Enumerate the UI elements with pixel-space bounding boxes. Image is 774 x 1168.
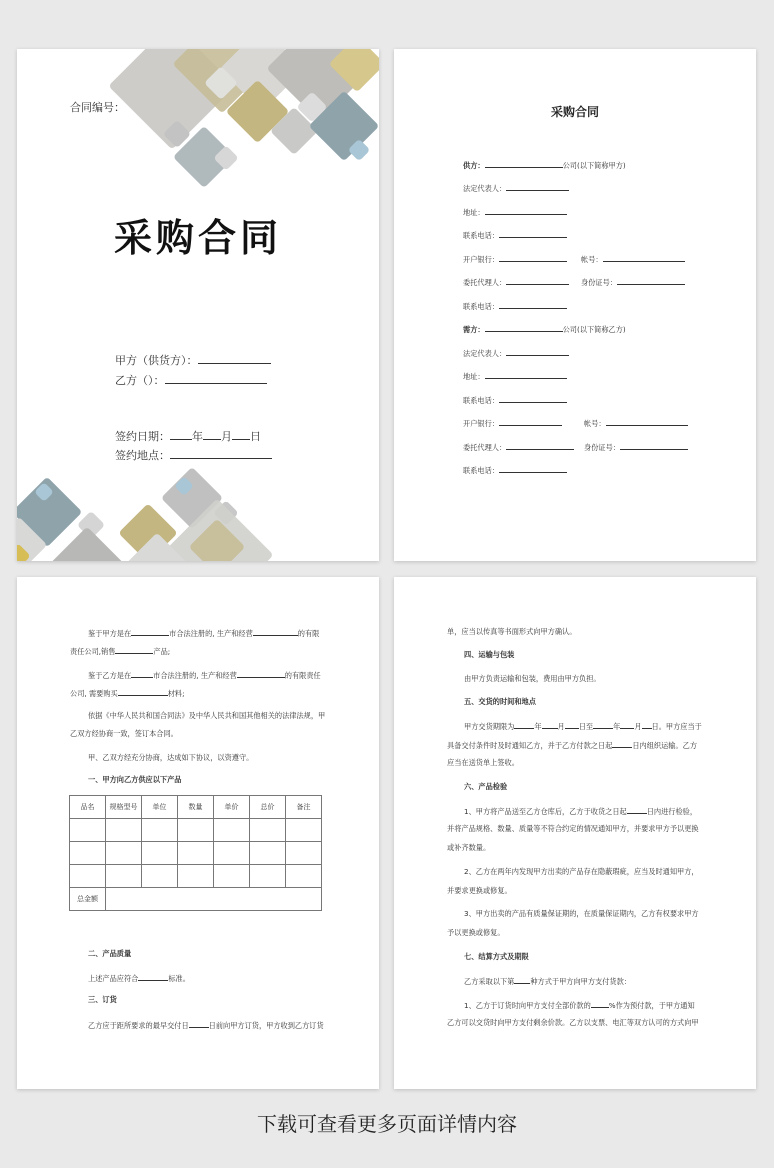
buyer-legal-rep-field[interactable] [506,347,569,356]
section-7-line-2: 1、乙方于订货时向甲方支付全部价款的 %作为预付款，于甲方通知 [464,1001,695,1010]
supplier-legal-rep-row [463,182,569,194]
supplier-legal-rep-field[interactable] [506,182,569,191]
supplier-agent-label: 委托代理人： [463,278,507,287]
supplier-bank-field[interactable] [499,253,567,262]
buyer-phone-label: 联系电话： [463,396,499,405]
cover-title: 采购合同 [114,215,283,260]
section-2-text: 上述产品应符合 标准。 [88,974,190,983]
buyer-bank-row [463,417,562,429]
supplier-bank-row [463,253,567,265]
section-7-heading: 七、结算方式及期限 [464,952,529,961]
recital-1-line-1: 鉴于甲方是在 市合法注册的, 生产和经营 的有限 [88,629,320,638]
agreement-line: 甲、乙双方经充分协商，达成如下协议，以资遵守。 [88,753,254,762]
table-header-row [70,796,322,819]
sign-place-field[interactable] [170,450,272,459]
party-a-label: 甲方（供货方）： [115,354,198,367]
supplier-account-label: 帐号： [581,255,603,264]
sign-place-row [115,447,272,463]
order-confirm-line: 单，应当以传真等书面形式向甲方确认。 [447,627,577,636]
section-6-item-3-line-1: 3、甲方出卖的产品有质量保证期的，在质量保证期内，乙方有权要求甲方 [464,909,699,918]
section-4-heading: 四、运输与包装 [464,650,515,659]
table-header-cell: 规格型号 [106,796,142,819]
party-a-field[interactable] [198,355,271,364]
recital-1-line-2: 责任公司,销售 产品; [70,647,171,656]
supplier-id-label: 身份证号： [581,278,617,287]
buyer-account-field[interactable] [606,417,688,426]
section-4-text: 由甲方负责运输和包装，费用由甲方负担。 [464,674,601,683]
table-header-cell: 单位 [142,796,178,819]
section-7-line-1: 乙方采取以下第 种方式于甲方向甲方支付货款： [464,977,631,986]
parties-page [394,49,756,561]
buyer-address-field[interactable] [485,370,567,379]
buyer-id-label: 身份证号： [584,443,620,452]
section-3-heading: 三、订货 [88,995,117,1004]
supplier-address-label: 地址： [463,208,485,217]
section-7-line-3: 乙方可以交货时向甲方支付剩余价款。乙方以支票、电汇等双方认可的方式向甲 [447,1018,699,1027]
party-b-field[interactable] [165,375,267,384]
supplier-phone-row [463,229,567,241]
buyer-agent-label: 委托代理人： [463,443,507,452]
section-3-text: 乙方应于距所要求的最早交付日 日前向甲方订货，甲方收到乙方订货 [88,1021,324,1030]
section-5-line-2: 具备交付条件时及时通知乙方，并于乙方付款之日起 日内组织运输。乙方 [447,741,698,750]
year-label: 年 [192,430,203,443]
supplier-agent-field[interactable] [506,276,569,285]
buyer-label: 需方： [463,325,485,334]
month-label: 月 [221,430,232,443]
supplier-suffix: 公司(以下简称甲方) [562,161,626,170]
terms-page-2 [394,577,756,1089]
buyer-phone-row [463,394,567,406]
terms-page-1 [17,577,379,1089]
section-5-line-3: 应当在送货单上签收。 [447,758,519,767]
section-1-heading: 一、甲方向乙方供应以下产品 [88,775,182,784]
party-a-row [115,352,271,368]
supplier-agent-phone-field[interactable] [499,300,567,309]
month-field[interactable] [203,431,221,440]
section-6-item-3-line-2: 予以更换或修复。 [447,928,505,937]
supplier-agent-phone-label: 联系电话： [463,302,499,311]
year-field[interactable] [170,431,192,440]
supplier-bank-label: 开户银行： [463,255,499,264]
section-5-line-1: 甲方交货期限为 年 月 日至 年 月 日。甲方应当于 [464,722,702,731]
table-total-row [70,888,322,911]
buyer-bank-label: 开户银行： [463,419,499,428]
supplier-row [463,159,626,171]
table-header-cell: 单价 [214,796,250,819]
table-row [70,842,322,865]
party-b-label: 乙方（）： [115,374,165,387]
buyer-address-row [463,370,567,382]
buyer-agent-phone-row [463,464,567,476]
recital-2-line-1: 鉴于乙方是在 市合法注册的, 生产和经营 的有限责任 [88,671,321,680]
buyer-bank-field[interactable] [499,417,562,426]
supplier-account-field[interactable] [603,253,685,262]
buyer-address-label: 地址： [463,372,485,381]
supplier-address-field[interactable] [485,206,567,215]
buyer-field[interactable] [485,323,563,332]
cover-page [17,49,379,561]
table-row [70,819,322,842]
section-6-item-1-line-2: 并将产品规格、数量、质量等不符合约定的情况通知甲方，并要求甲方予以更换 [447,824,699,833]
contract-no-label: 合同编号： [70,101,125,114]
supplier-agent-phone-row [463,300,567,312]
table-row [70,865,322,888]
buyer-id-field[interactable] [620,441,688,450]
section-6-item-2-line-1: 2、乙方在两年内发现甲方出卖的产品存在隐蔽瑕疵，应当及时通知甲方， [464,867,699,876]
sign-date-row [115,428,261,444]
buyer-legal-rep-label: 法定代表人： [463,349,507,358]
buyer-agent-phone-label: 联系电话： [463,466,499,475]
legal-basis-line-2: 乙双方经协商一致，签订本合同。 [70,729,178,738]
day-field[interactable] [232,431,250,440]
buyer-agent-row [463,441,574,453]
sign-place-label: 签约地点： [115,449,170,462]
section-6-item-2-line-2: 并要求更换或修复。 [447,886,512,895]
supplier-address-row [463,206,567,218]
table-header-cell: 总价 [250,796,286,819]
buyer-phone-field[interactable] [499,394,567,403]
download-more-caption: 下载可查看更多页面详情内容 [257,1112,517,1136]
total-label: 总金额 [70,888,106,911]
buyer-agent-field[interactable] [506,441,574,450]
product-table [69,795,322,911]
recital-2-line-2: 公司, 需要购买 材料; [70,689,185,698]
section-5-heading: 五、交货的时间和地点 [464,697,536,706]
section-6-item-1-line-1: 1、甲方将产品送至乙方仓库后，乙方于收货之日起 日内进行检验， [464,807,698,816]
buyer-account-label: 帐号： [584,419,606,428]
section-6-item-1-line-3: 或补齐数量。 [447,843,491,852]
supplier-account-row [581,253,685,265]
buyer-row [463,323,626,335]
section-2-heading: 二、产品质量 [88,949,132,958]
day-label: 日 [250,430,261,443]
supplier-id-field[interactable] [617,276,685,285]
party-b-row [115,372,267,388]
supplier-id-row [581,276,685,288]
supplier-field[interactable] [485,159,563,168]
buyer-legal-rep-row [463,347,569,359]
supplier-legal-rep-label: 法定代表人： [463,184,507,193]
supplier-phone-field[interactable] [499,229,567,238]
table-header-cell: 数量 [178,796,214,819]
page2-title: 采购合同 [550,105,599,119]
buyer-agent-phone-field[interactable] [499,464,567,473]
buyer-suffix: 公司(以下简称乙方) [562,325,626,334]
supplier-label: 供方： [463,161,485,170]
supplier-phone-label: 联系电话： [463,231,499,240]
supplier-agent-row [463,276,569,288]
buyer-id-row [584,441,688,453]
total-value[interactable] [106,888,322,911]
table-header-cell: 备注 [286,796,322,819]
table-header-cell: 品名 [70,796,106,819]
buyer-account-row [584,417,688,429]
section-6-heading: 六、产品检验 [464,782,508,791]
sign-date-label: 签约日期： [115,430,170,443]
legal-basis-line-1: 依据《中华人民共和国合同法》及中华人民共和国其他相关的法律法规，甲 [88,711,326,720]
